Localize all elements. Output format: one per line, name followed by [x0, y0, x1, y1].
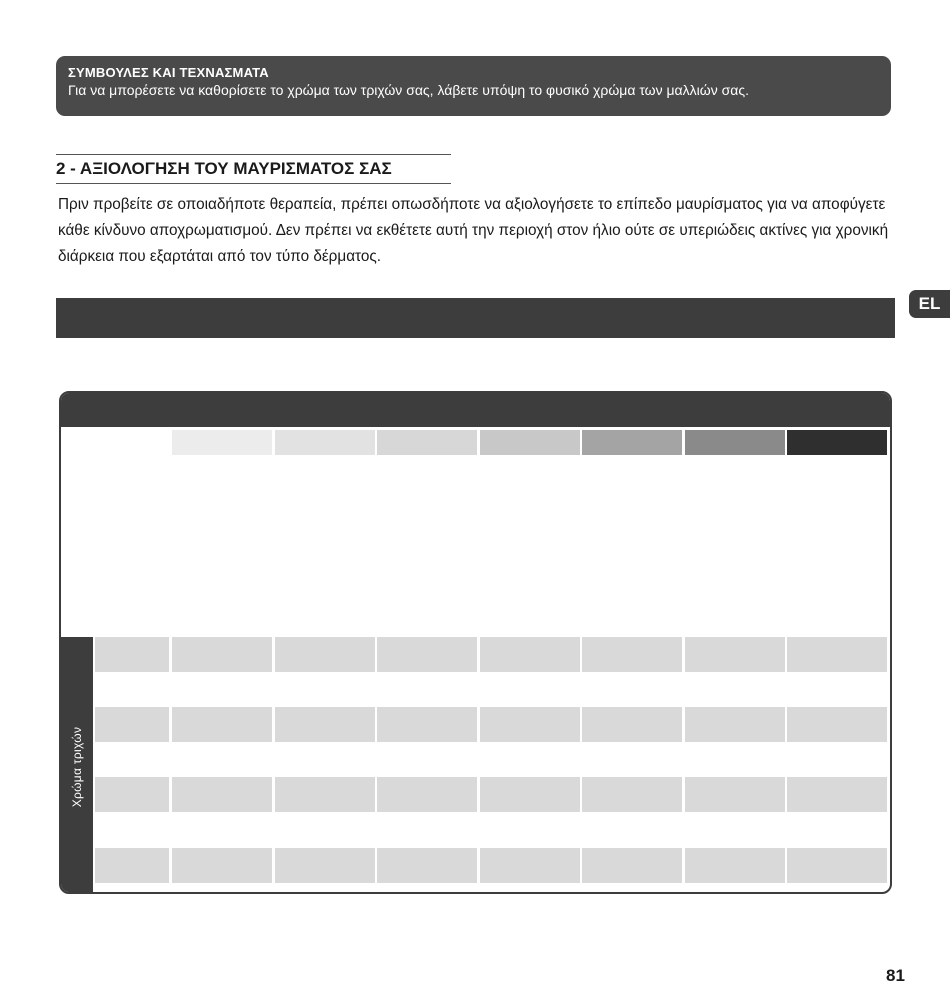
- skin-tone-swatch: [787, 430, 887, 455]
- table-cell: [480, 848, 580, 883]
- skin-tone-swatch: [480, 430, 580, 455]
- skin-tone-swatch: [172, 430, 272, 455]
- table-cell: [582, 848, 682, 883]
- skin-tone-swatch: [685, 430, 785, 455]
- table-cell: [787, 637, 887, 672]
- hair-color-cell: [95, 848, 169, 883]
- table-cell: [685, 777, 785, 812]
- table-cell: [685, 707, 785, 742]
- tips-title: ΣΥΜΒΟΥΛΕΣ ΚΑΙ ΤΕΧΝΑΣΜΑΤΑ: [68, 65, 269, 80]
- table-cell: [377, 637, 477, 672]
- table-cell: [275, 848, 375, 883]
- table-cell: [582, 637, 682, 672]
- table-cell: [787, 707, 887, 742]
- table-cell: [275, 777, 375, 812]
- table-cell: [377, 848, 477, 883]
- table-cell: [275, 637, 375, 672]
- hair-color-cell: [95, 707, 169, 742]
- table-cell: [172, 848, 272, 883]
- table-cell: [582, 777, 682, 812]
- table-cell: [480, 637, 580, 672]
- table-cell: [172, 707, 272, 742]
- hair-color-cell: [95, 637, 169, 672]
- skin-tone-swatch: [582, 430, 682, 455]
- hair-color-cell: [95, 777, 169, 812]
- table-cell: [377, 777, 477, 812]
- table-cell: [377, 707, 477, 742]
- section-heading: 2 - ΑΞΙΟΛΟΓΗΣΗ ΤΟΥ ΜΑΥΡΙΣΜΑΤΟΣ ΣΑΣ: [56, 154, 451, 184]
- skin-tone-swatch: [377, 430, 477, 455]
- table-header-bar: [61, 393, 890, 427]
- table-cell: [685, 848, 785, 883]
- tips-text: Για να μπορέσετε να καθορίσετε το χρώμα των τριχών σας, λάβετε υπόψη το φυσικό χρώμα των μαλλιών σας.: [68, 82, 749, 98]
- table-cell: [787, 777, 887, 812]
- intro-paragraph: Πριν προβείτε σε οποιαδήποτε θεραπεία, πρέπει οπωσδήποτε να αξιολογήσετε το επίπεδο μαυρίσματος για να αποφύγετε κάθε κίνδυνο αποχρωματισμού. Δεν πρέπει να εκθέτετε αυτή την περιοχή στον ήλιο ούτε σε υπεριώδεις ακτίνες για χρονική διάρκεια που εξαρτάται από τον τύπο δέρματος.: [58, 196, 889, 265]
- skin-tone-swatch: [275, 430, 375, 455]
- table-cell: [275, 707, 375, 742]
- tanning-hair-table: [59, 391, 892, 894]
- table-cell: [685, 637, 785, 672]
- dark-banner: [56, 298, 895, 338]
- table-cell: [582, 707, 682, 742]
- page-number: 81: [886, 966, 905, 985]
- side-label-bar: [61, 637, 93, 894]
- tips-box: [56, 56, 891, 116]
- table-cell: [787, 848, 887, 883]
- language-tab: EL: [909, 290, 950, 318]
- table-cell: [172, 637, 272, 672]
- table-cell: [172, 777, 272, 812]
- table-cell: [480, 777, 580, 812]
- hair-color-label: Χρώμα τριχών: [70, 726, 84, 808]
- table-cell: [480, 707, 580, 742]
